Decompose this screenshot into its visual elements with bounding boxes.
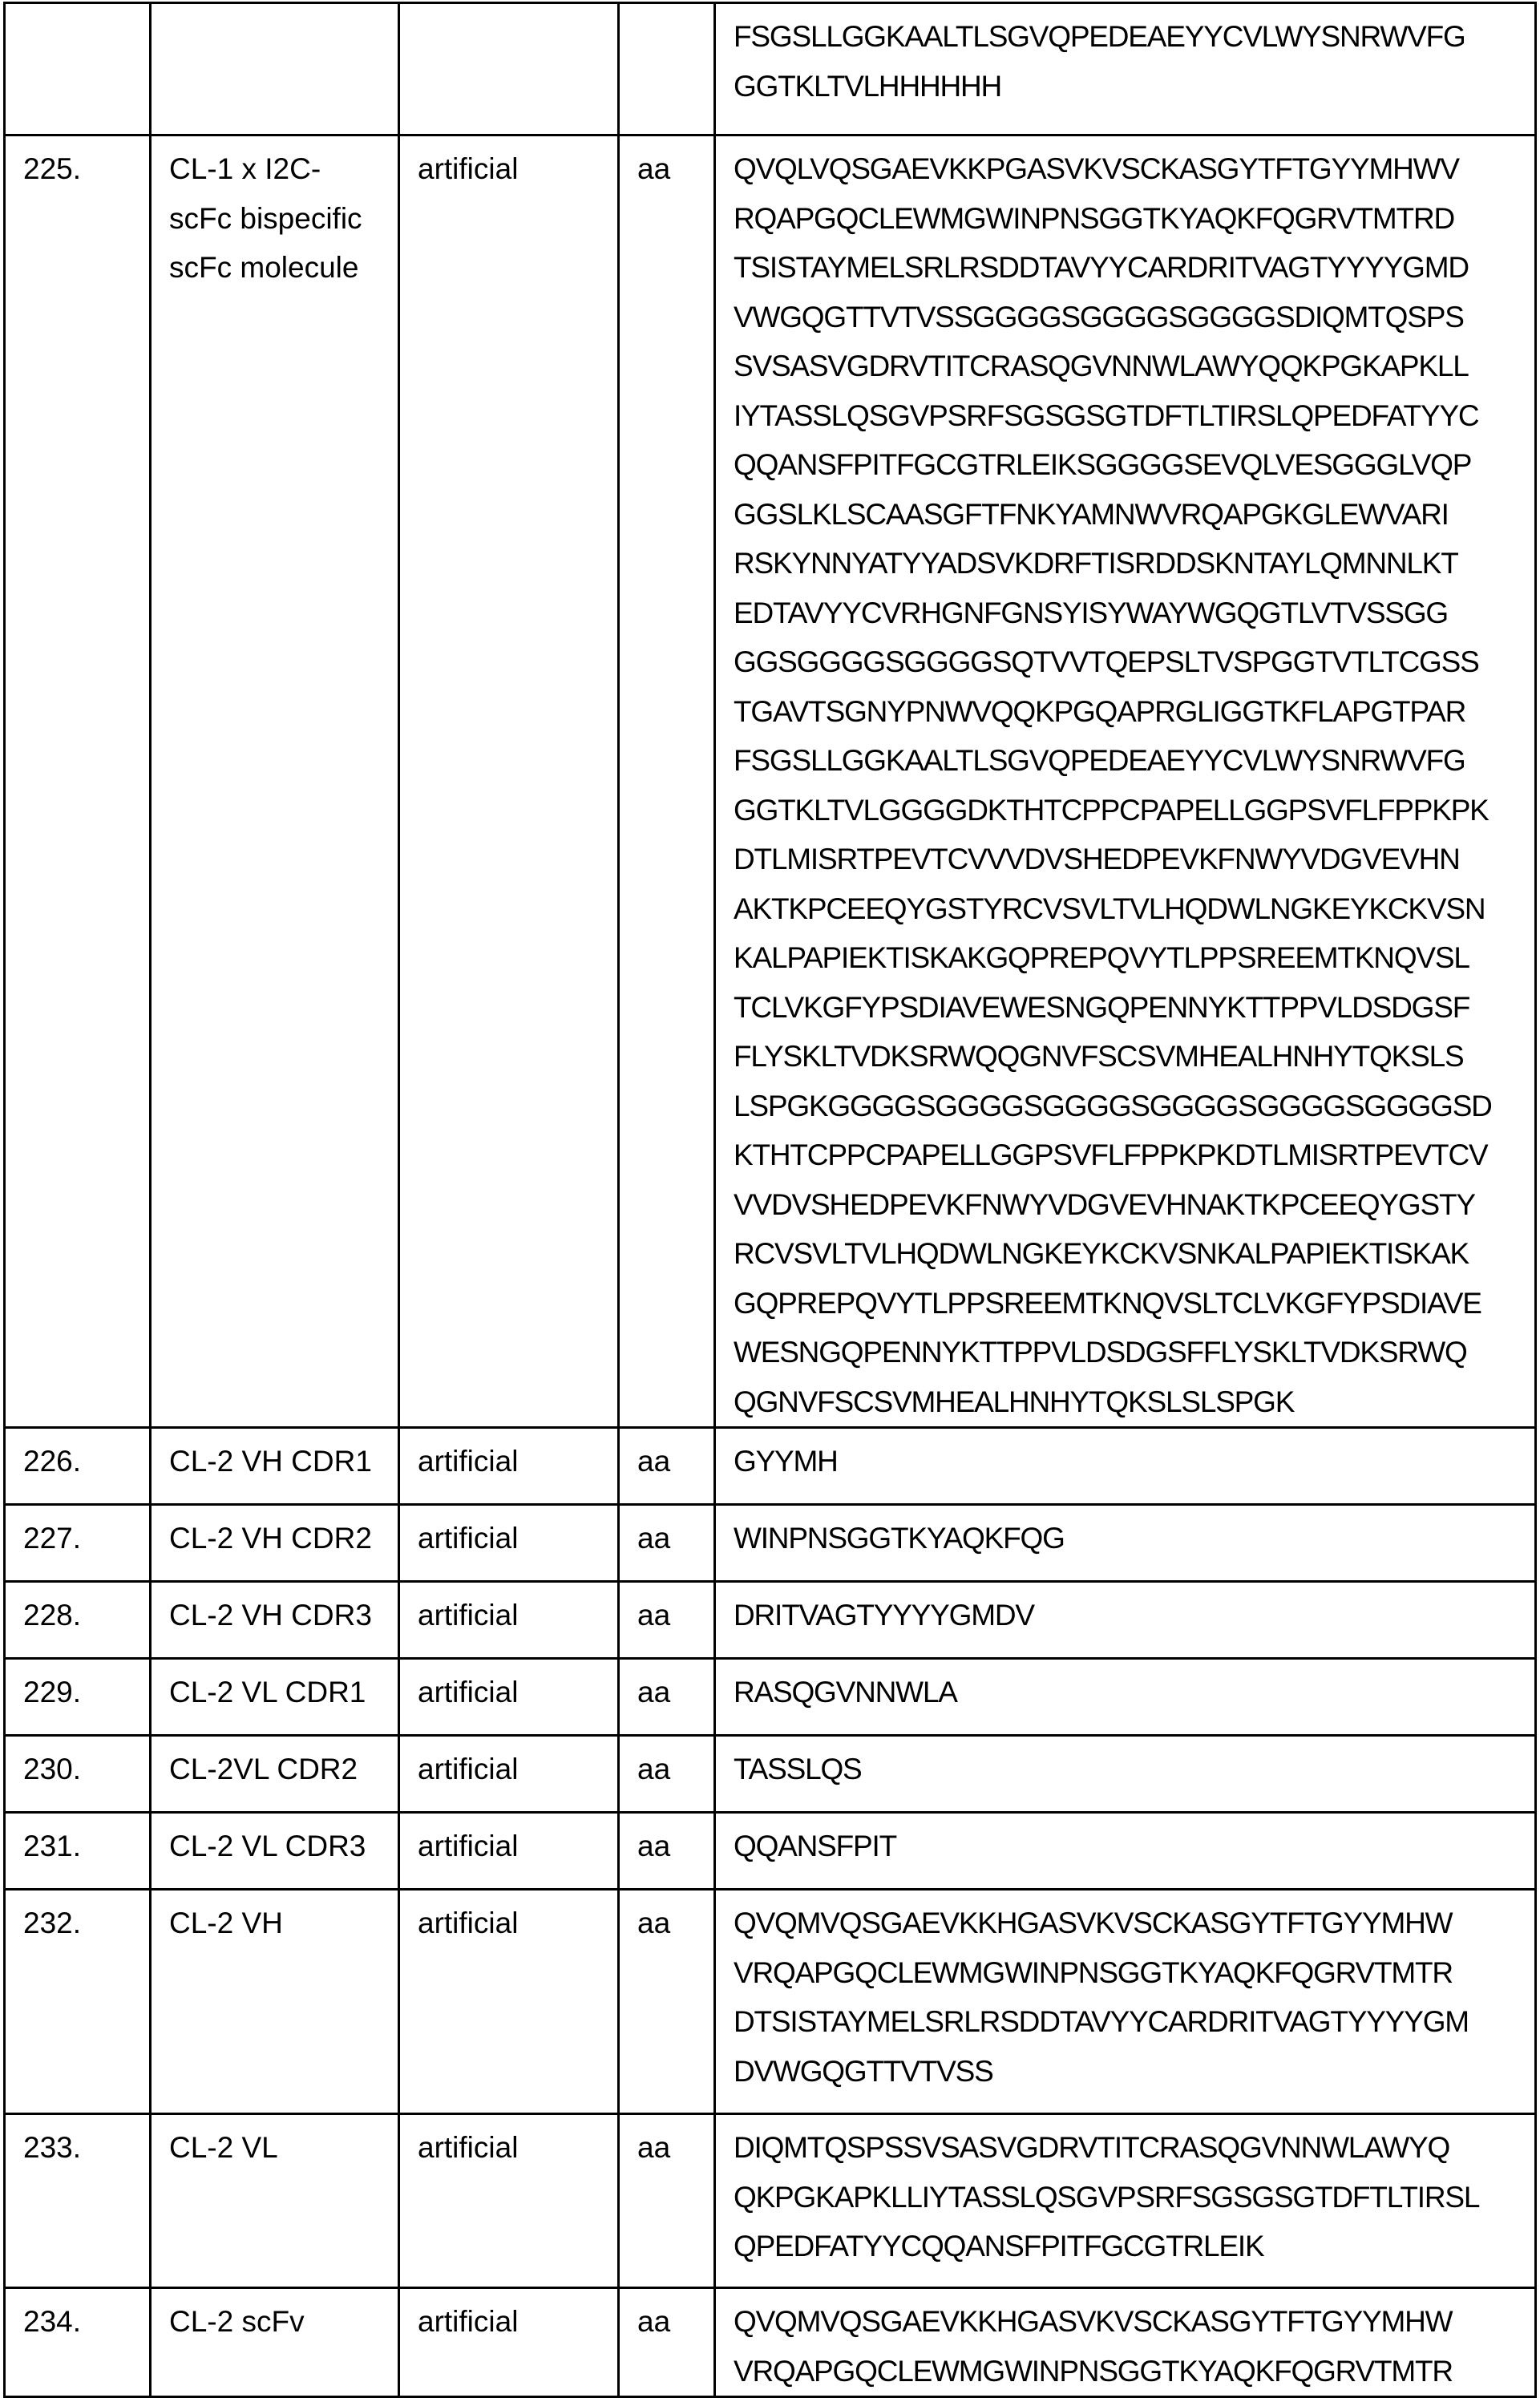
- sequence-line: TSISTAYMELSRLRSDDTAVYYCARDRITVAGTYYYYGMD: [734, 243, 1534, 293]
- sequence-line: DTLMISRTPEVTCVVVDVSHEDPEVKFNWYVDGVEVHN: [734, 835, 1534, 884]
- sequence-cell: [715, 1890, 1536, 2114]
- sequence-line: QQANSFPITFGCGTRLEIKSGGGGSEVQLVESGGGLVQP: [734, 440, 1534, 490]
- sequence-line: KALPAPIEKTISKAKGQPREPQVYTLPPSREEMTKNQVSL: [734, 933, 1534, 983]
- table-row: [5, 3, 1536, 135]
- molecule-kind-cell: [619, 3, 715, 135]
- sequence-line: GGTKLTVLGGGGDKTHTCPPCPAPELLGGPSVFLFPPKPK: [734, 786, 1534, 835]
- molecule-kind-cell: aa: [619, 1813, 715, 1890]
- sequence-line: QKPGKAPKLLIYTASSLQSGVPSRFSGSGSGTDFTLTIRSL: [734, 2173, 1534, 2222]
- sequence-line: DTSISTAYMELSRLRSDDTAVYYCARDRITVAGTYYYYGM: [734, 1997, 1534, 2047]
- table-row: [5, 2114, 1536, 2288]
- seq-id-cell: 227.: [5, 1505, 151, 1582]
- sequence-line: VRQAPGQCLEWMGWINPNSGGTKYAQKFQGRVTMTR: [734, 1948, 1534, 1998]
- organism-type-cell: artificial: [399, 2114, 619, 2288]
- seq-id-cell: 234.: [5, 2288, 151, 2397]
- sequence-line: GYYMH: [734, 1437, 1534, 1486]
- seq-name-line: CL-2 VH CDR2: [169, 1514, 398, 1563]
- sequence-line: QVQMVQSGAEVKKHGASVKVSCKASGYTFTGYYMHW: [734, 1899, 1534, 1948]
- sequence-line: RCVSVLTVLHQDWLNGKEYKCKVSNKALPAPIEKTISKAK: [734, 1229, 1534, 1279]
- sequence-line: QVQMVQSGAEVKKHGASVKVSCKASGYTFTGYYMHW: [734, 2297, 1534, 2347]
- sequence-line: GQPREPQVYTLPPSREEMTKNQVSLTCLVKGFYPSDIAVE: [734, 1279, 1534, 1328]
- organism-type-cell: artificial: [399, 2288, 619, 2397]
- seq-name-line: CL-1 x I2C-: [169, 144, 398, 194]
- table-row: [5, 1582, 1536, 1659]
- molecule-kind-cell: aa: [619, 1736, 715, 1813]
- sequence-table-body: [5, 3, 1536, 2397]
- sequence-line: QQANSFPIT: [734, 1822, 1534, 1871]
- sequence-line: DRITVAGTYYYYGMDV: [734, 1591, 1534, 1640]
- organism-type-cell: artificial: [399, 1890, 619, 2114]
- organism-type-cell: artificial: [399, 135, 619, 1428]
- seq-id-cell: 233.: [5, 2114, 151, 2288]
- sequence-cell: [715, 1659, 1536, 1736]
- sequence-line: GGTKLTVLHHHHHH: [734, 62, 1534, 111]
- sequence-line: TASSLQS: [734, 1745, 1534, 1794]
- table-row: [5, 2288, 1536, 2397]
- sequence-line: RSKYNNYATYYADSVKDRFTISRDDSKNTAYLQMNNLKT: [734, 539, 1534, 588]
- seq-id-cell: 228.: [5, 1582, 151, 1659]
- sequence-line: FSGSLLGGKAALTLSGVQPEDEAEYYCVLWYSNRWVFG: [734, 736, 1534, 786]
- sequence-line: AKTKPCEEQYGSTYRCVSVLTVLHQDWLNGKEYKCKVSN: [734, 884, 1534, 934]
- molecule-kind-cell: aa: [619, 1505, 715, 1582]
- table-row: [5, 1813, 1536, 1890]
- sequence-line: QVQLVQSGAEVKKPGASVKVSCKASGYTFTGYYMHWV: [734, 144, 1534, 194]
- seq-name-line: scFc bispecific: [169, 194, 398, 244]
- seq-name-cell: [151, 1659, 399, 1736]
- sequence-cell: [715, 1582, 1536, 1659]
- sequence-line: QPEDFATYYCQQANSFPITFGCGTRLEIK: [734, 2222, 1534, 2271]
- seq-id-cell: 225.: [5, 135, 151, 1428]
- sequence-cell: [715, 1736, 1536, 1813]
- sequence-line: RQAPGQCLEWMGWINPNSGGTKYAQKFQGRVTMTRD: [734, 194, 1534, 244]
- sequence-line: WESNGQPENNYKTTPPVLDSDGSFFLYSKLTVDKSRWQ: [734, 1328, 1534, 1377]
- seq-name-cell: [151, 1505, 399, 1582]
- organism-type-cell: artificial: [399, 1582, 619, 1659]
- sequence-line: DIQMTQSPSSVSASVGDRVTITCRASQGVNNWLAWYQ: [734, 2123, 1534, 2173]
- sequence-line: VWGQGTTVTVSSGGGGSGGGGSGGGGSDIQMTQSPS: [734, 293, 1534, 342]
- organism-type-cell: [399, 3, 619, 135]
- sequence-line: RASQGVNNWLA: [734, 1668, 1534, 1717]
- seq-name-line: CL-2 scFv: [169, 2297, 398, 2347]
- table-row: [5, 135, 1536, 1428]
- seq-name-cell: [151, 2114, 399, 2288]
- sequence-line: SVSASVGDRVTITCRASQGVNNWLAWYQQKPGKAPKLL: [734, 342, 1534, 391]
- sequence-line: LSPGKGGGGSGGGGSGGGGSGGGGSGGGGSGGGGSD: [734, 1082, 1534, 1131]
- molecule-kind-cell: aa: [619, 1659, 715, 1736]
- sequence-line: VVDVSHEDPEVKFNWYVDGVEVHNAKTKPCEEQYGSTY: [734, 1180, 1534, 1230]
- sequence-cell: [715, 1428, 1536, 1505]
- seq-name-line: scFc molecule: [169, 243, 398, 293]
- organism-type-cell: artificial: [399, 1659, 619, 1736]
- sequence-table: [3, 2, 1537, 2398]
- seq-id-cell: 229.: [5, 1659, 151, 1736]
- table-row: [5, 1736, 1536, 1813]
- sequence-line: GGSLKLSCAASGFTFNKYAMNWVRQAPGKGLEWVARI: [734, 490, 1534, 540]
- organism-type-cell: artificial: [399, 1736, 619, 1813]
- sequence-line: TCLVKGFYPSDIAVEWESNGQPENNYKTTPPVLDSDGSF: [734, 983, 1534, 1033]
- seq-id-cell: 232.: [5, 1890, 151, 2114]
- seq-name-line: CL-2 VL CDR3: [169, 1822, 398, 1871]
- sequence-line: VRQAPGQCLEWMGWINPNSGGTKYAQKFQGRVTMTR: [734, 2347, 1534, 2396]
- sequence-line: GGSGGGGSGGGGSQTVVTQEPSLTVSPGGTVTLTCGSS: [734, 637, 1534, 687]
- seq-id-cell: 231.: [5, 1813, 151, 1890]
- molecule-kind-cell: aa: [619, 1582, 715, 1659]
- sequence-line: KTHTCPPCPAPELLGGPSVFLFPPKPKDTLMISRTPEVTCV: [734, 1130, 1534, 1180]
- sequence-line: EDTAVYYCVRHGNFGNSYISYWAYWGQGTLVTVSSGG: [734, 588, 1534, 638]
- seq-name-cell: [151, 2288, 399, 2397]
- sequence-cell: [715, 1813, 1536, 1890]
- organism-type-cell: artificial: [399, 1428, 619, 1505]
- seq-name-line: CL-2VL CDR2: [169, 1745, 398, 1794]
- sequence-cell: [715, 135, 1536, 1428]
- molecule-kind-cell: aa: [619, 1890, 715, 2114]
- seq-name-line: CL-2 VH CDR3: [169, 1591, 398, 1640]
- seq-name-cell: [151, 135, 399, 1428]
- seq-name-cell: [151, 1582, 399, 1659]
- seq-id-cell: [5, 3, 151, 135]
- sequence-line: FSGSLLGGKAALTLSGVQPEDEAEYYCVLWYSNRWVFG: [734, 12, 1534, 62]
- organism-type-cell: artificial: [399, 1505, 619, 1582]
- seq-name-line: CL-2 VH CDR1: [169, 1437, 398, 1486]
- seq-name-cell: [151, 3, 399, 135]
- seq-name-line: CL-2 VH: [169, 1899, 398, 1948]
- molecule-kind-cell: aa: [619, 2114, 715, 2288]
- molecule-kind-cell: aa: [619, 2288, 715, 2397]
- table-row: [5, 1659, 1536, 1736]
- seq-name-cell: [151, 1428, 399, 1505]
- sequence-cell: [715, 3, 1536, 135]
- seq-name-cell: [151, 1890, 399, 2114]
- sequence-line: WINPNSGGTKYAQKFQG: [734, 1514, 1534, 1563]
- organism-type-cell: artificial: [399, 1813, 619, 1890]
- seq-name-line: CL-2 VL: [169, 2123, 398, 2173]
- molecule-kind-cell: aa: [619, 1428, 715, 1505]
- table-row: [5, 1505, 1536, 1582]
- sequence-line: FLYSKLTVDKSRWQQGNVFSCSVMHEALHNHYTQKSLS: [734, 1032, 1534, 1082]
- sequence-cell: [715, 2114, 1536, 2288]
- sequence-cell: [715, 2288, 1536, 2397]
- molecule-kind-cell: aa: [619, 135, 715, 1428]
- sequence-line: TGAVTSGNYPNWVQQKPGQAPRGLIGGTKFLAPGTPAR: [734, 687, 1534, 737]
- seq-name-cell: [151, 1813, 399, 1890]
- table-row: [5, 1428, 1536, 1505]
- table-row: [5, 1890, 1536, 2114]
- seq-name-line: CL-2 VL CDR1: [169, 1668, 398, 1717]
- seq-id-cell: 230.: [5, 1736, 151, 1813]
- seq-name-cell: [151, 1736, 399, 1813]
- seq-id-cell: 226.: [5, 1428, 151, 1505]
- sequence-line: QGNVFSCSVMHEALHNHYTQKSLSLSPGK: [734, 1377, 1534, 1427]
- sequence-cell: [715, 1505, 1536, 1582]
- sequence-line: IYTASSLQSGVPSRFSGSGSGTDFTLTIRSLQPEDFATYYC: [734, 391, 1534, 441]
- sequence-line: DVWGQGTTVTVSS: [734, 2047, 1534, 2097]
